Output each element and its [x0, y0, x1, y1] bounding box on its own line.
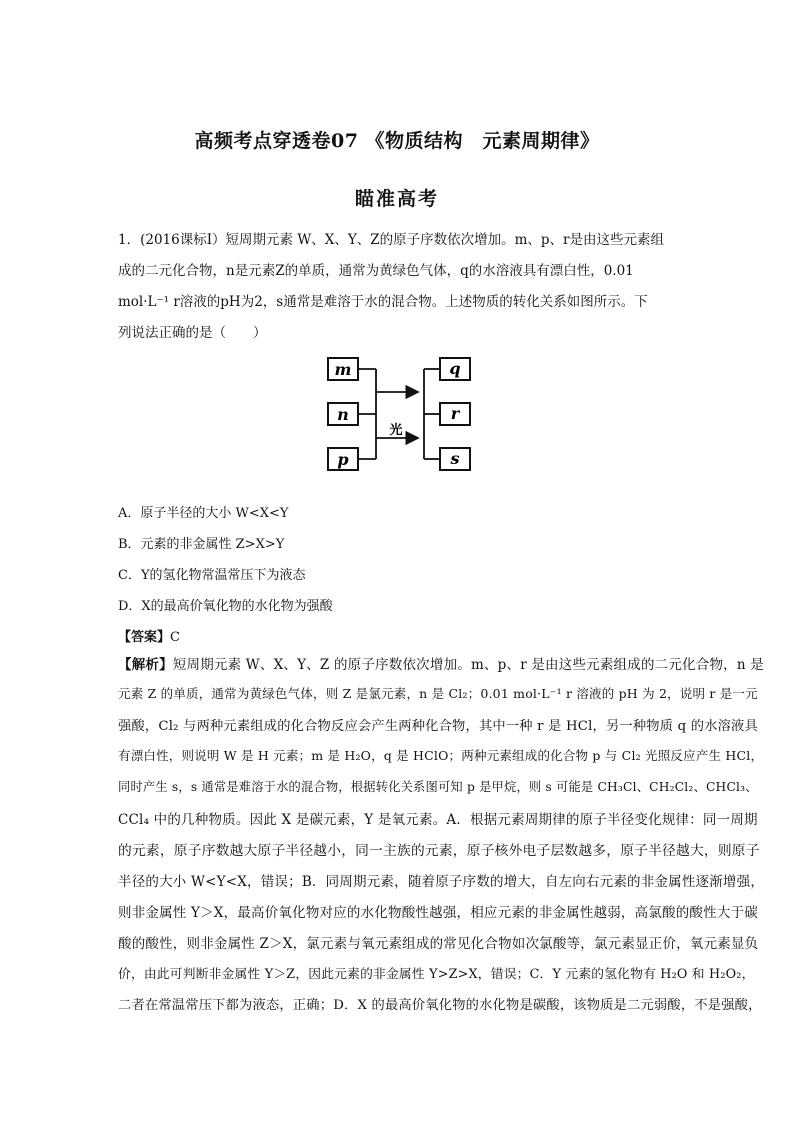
analysis-line-12: 二者在常温常压下都为液态，正确；D．X 的最高价氧化物的水化物是碳酸，该物质是二元弱酸，不是强酸， [118, 998, 762, 1013]
page-title: 高频考点穿透卷07 《物质结构 元素周期律》 [194, 130, 600, 152]
option-d: D．X的最高价氧化物的水化物为强酸 [118, 599, 333, 614]
reaction-diagram [320, 352, 480, 482]
answer-value: C [170, 630, 180, 645]
analysis-line-8: 半径的大小 W<Y<X，错误；B．同周期元素，随着原子序数的增大，自左向右元素的非金属性逐渐增强， [118, 874, 765, 890]
analysis-line-2: 元素 Z 的单质，通常为黄绿色气体，则 Z 是氯元素，n 是 Cl₂；0.01 mol·L⁻¹ r 溶液的 pH 为 2，说明 r 是一元 [118, 686, 758, 701]
analysis-line-5: 同时产生 s，s 通常是难溶于水的混合物，根据转化关系图可知 p 是甲烷，则 s 可能是 CH₃Cl、CH₂Cl₂、CHCl₃、 [118, 780, 758, 794]
analysis-line-3: 强酸，Cl₂ 与两种元素组成的化合物反应会产生两种化合物，其中一种 r 是 HCl，另一种物质 q 的水溶液具 [118, 719, 758, 734]
label-n: n [337, 405, 349, 424]
label-q: q [449, 359, 461, 378]
question-line-3: mol·L⁻¹ r溶液的pH为2，s通常是难溶于水的混合物。上述物质的转化关系如图所示。下 [118, 294, 648, 310]
label-s: s [450, 449, 460, 468]
analysis-line-11: 价，由此可判断非金属性 Y＞Z，因此元素的非金属性 Y>Z>X，错误；C．Y 元素的氢化物有 H₂O 和 H₂O₂， [118, 967, 755, 982]
analysis-label: 【解析】 [118, 657, 173, 673]
option-b: B．元素的非金属性 Z>X>Y [118, 537, 285, 552]
question-line-2: 成的二元化合物，n是元素Z的单质，通常为黄绿色气体，q的水溶液具有漂白性，0.01 [118, 263, 634, 279]
option-c: C．Y的氢化物常温常压下为液态 [118, 568, 306, 583]
analysis-line-7: 的元素，原子序数越大原子半径越小，同一主族的元素，原子核外电子层数越多，原子半径越大，则原子 [118, 843, 760, 859]
analysis-line-10: 酸的酸性，则非金属性 Z＞X，氯元素与氧元素组成的常见化合物如次氯酸等，氯元素显正价，氧元素显负 [118, 936, 759, 952]
analysis-line-6: CCl₄ 中的几种物质。因此 X 是碳元素，Y 是氧元素。A．根据元素周期律的原子半径变化规律：同一周期 [118, 812, 758, 828]
analysis-line-4: 有漂白性，则说明 W 是 H 元素；m 是 H₂O，q 是 HClO；两种元素组成的化合物 p 与 Cl₂ 光照反应产生 HCl， [118, 748, 764, 763]
label-m: m [334, 360, 352, 379]
condition-light: 光 [389, 423, 403, 438]
option-a: A．原子半径的大小 W<X<Y [118, 506, 289, 521]
question-line-1: 1．(2016课标Ⅰ）短周期元素 W、X、Y、Z的原子序数依次增加。m、p、r是由这些元素组 [118, 232, 665, 248]
label-r: r [450, 404, 460, 423]
page-subtitle: 瞄准高考 [354, 188, 439, 210]
analysis-line-9: 则非金属性 Y＞X，最高价氧化物对应的水化物酸性越强，相应元素的非金属性越弱，高氯酸的酸性大于碳 [118, 905, 758, 921]
answer-row [118, 626, 180, 645]
answer-label: 【答案】 [118, 630, 171, 645]
label-p: p [337, 450, 349, 469]
question-line-4: 列说法正确的是（ ） [118, 325, 267, 341]
analysis-line-1: 【解析】短周期元素 W、X、Y、Z 的原子序数依次增加。m、p、r 是由这些元素组成的二元化合物，n 是 [118, 657, 764, 673]
